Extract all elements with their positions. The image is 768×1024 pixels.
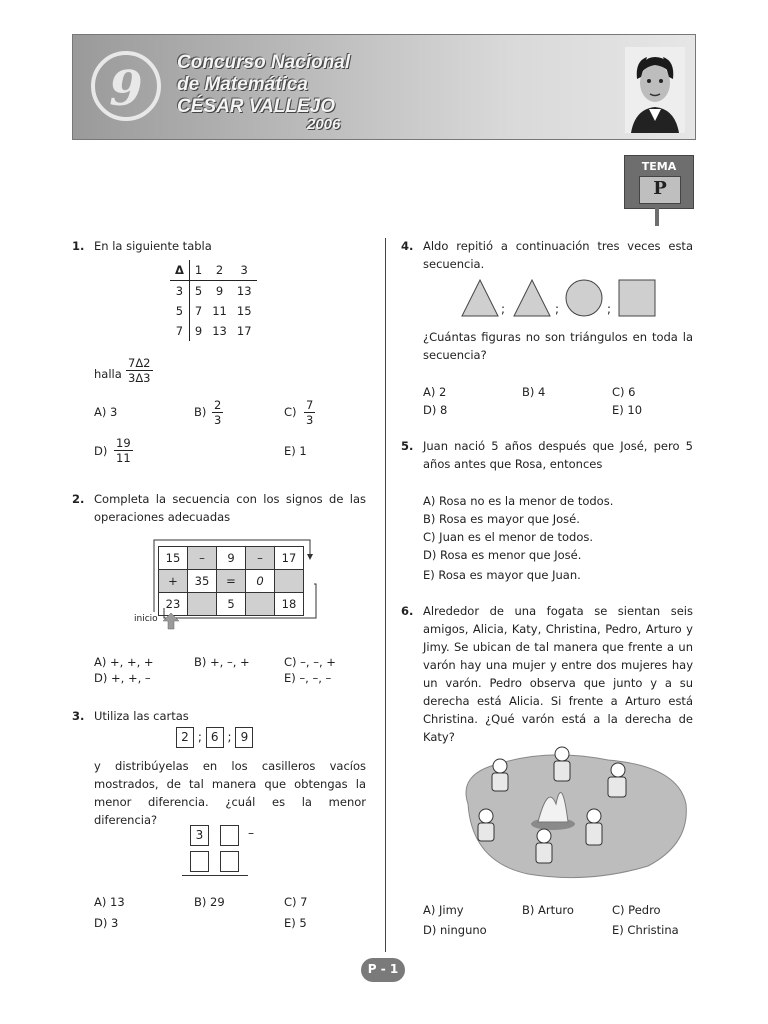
header-year: 2006: [307, 116, 341, 133]
seq-cell: [275, 570, 304, 593]
q1-operation-table: [170, 260, 257, 341]
q1-option-b[interactable]: B): [194, 405, 207, 419]
q5-option-b[interactable]: B) Rosa es mayor que José.: [423, 512, 580, 526]
q1-option-d[interactable]: D): [94, 444, 108, 458]
contest-logo: [91, 51, 161, 121]
q4-option-b[interactable]: B) 4: [522, 385, 546, 399]
q1-text: En la siguiente tabla: [94, 239, 212, 253]
q3-option-c[interactable]: C) 7: [284, 895, 308, 909]
square-shape: [618, 279, 656, 317]
header-banner: [72, 34, 696, 140]
page-number-badge: [361, 958, 405, 982]
q1-fraction: [126, 356, 153, 385]
q5-option-d[interactable]: D) Rosa es menor que José.: [423, 548, 582, 562]
table-cell: 11: [212, 304, 227, 318]
triangle-shape: [512, 278, 552, 318]
card: 9: [235, 727, 253, 748]
table-row-header: 3: [170, 281, 189, 302]
shape-separator: ;: [607, 302, 612, 316]
tema-label: TEMA: [641, 160, 677, 173]
table-cell: 13: [236, 284, 252, 298]
q1-option-e[interactable]: E) 1: [284, 444, 307, 458]
table-header-cell: 1: [189, 260, 207, 281]
triangle-shape: [460, 278, 500, 318]
campfire-illustration: [458, 744, 690, 884]
q1-frac-num: 7Δ2: [128, 356, 151, 370]
seq-cell: 23: [159, 593, 188, 616]
seq-cell: 18: [275, 593, 304, 616]
q1-option-c[interactable]: C): [284, 405, 297, 419]
q4-question: ¿Cuántas figuras no son triángulos en toda la secuencia?: [423, 330, 693, 362]
q1-option-c-frac: [304, 398, 315, 427]
frac-den: 3: [214, 413, 222, 427]
q5-option-c[interactable]: C) Juan es el menor de todos.: [423, 530, 594, 544]
q2-option-d[interactable]: D) +, +, –: [94, 671, 151, 685]
q1-option-d-frac: [114, 436, 133, 465]
shape-separator: ;: [555, 302, 560, 316]
q3-cards: [176, 727, 253, 748]
q4-option-a[interactable]: A) 2: [423, 385, 447, 399]
tema-badge: [624, 155, 694, 209]
q1-option-a[interactable]: A) 3: [94, 405, 118, 419]
minus-sign: –: [248, 826, 254, 840]
seq-cell: –: [188, 547, 217, 570]
seq-cell: 9: [217, 547, 246, 570]
q6-option-e[interactable]: E) Christina: [612, 923, 679, 937]
table-row-header: 7: [170, 321, 189, 341]
q6-number: 6.: [401, 604, 414, 618]
card: 2: [176, 727, 194, 748]
empty-box[interactable]: [220, 851, 239, 872]
q3-option-b[interactable]: B) 29: [194, 895, 225, 909]
q4-option-e[interactable]: E) 10: [612, 403, 643, 417]
q1-frac-den: 3Δ3: [128, 371, 151, 385]
seq-cell: [188, 593, 217, 616]
tema-letter: P: [653, 178, 667, 199]
table-header-cell: 2: [207, 260, 232, 281]
q4-shape-sequence: [460, 278, 660, 322]
empty-box[interactable]: [190, 851, 209, 872]
q2-text: Completa la secuencia con los signos de las operaciones adecuadas: [94, 492, 366, 524]
seq-cell: 15: [159, 547, 188, 570]
q3-option-d[interactable]: D) 3: [94, 916, 119, 930]
q6-option-a[interactable]: A) Jimy: [423, 903, 464, 917]
q5-text: Juan nació 5 años después que José, pero 5 años antes que Rosa, entonces: [423, 439, 693, 471]
seq-cell: [246, 593, 275, 616]
header-title-line3: CÉSAR VALLEJO: [177, 96, 336, 117]
q4-text: Aldo repitió a continuación tres veces esta secuencia.: [423, 239, 693, 271]
card: 6: [206, 727, 224, 748]
portrait-image: [625, 47, 685, 133]
frac-den: 11: [116, 451, 131, 465]
up-arrow-icon: [162, 612, 180, 630]
empty-box[interactable]: [220, 825, 239, 846]
q2-sequence-diagram: [150, 536, 320, 622]
table-cell: 17: [236, 324, 252, 338]
seq-cell: =: [217, 570, 246, 593]
table-cell: 13: [212, 324, 227, 338]
q6-option-b[interactable]: B) Arturo: [522, 903, 574, 917]
card-separator: ;: [197, 730, 202, 744]
q3-option-e[interactable]: E) 5: [284, 916, 307, 930]
q5-option-a[interactable]: A) Rosa no es la menor de todos.: [423, 494, 614, 508]
seq-cell: 17: [275, 547, 304, 570]
q2-number: 2.: [72, 492, 85, 506]
q5-number: 5.: [401, 439, 414, 453]
frac-num: 7: [306, 398, 314, 412]
seq-cell: +: [159, 570, 188, 593]
result-line: [182, 875, 248, 876]
seq-cell: 5: [217, 593, 246, 616]
frac-num: 19: [116, 436, 131, 450]
q4-option-d[interactable]: D) 8: [423, 403, 448, 417]
table-row-header: 5: [170, 301, 189, 321]
digit-box: 3: [190, 825, 209, 846]
q2-option-a[interactable]: A) +, +, +: [94, 655, 154, 669]
table-corner: Δ: [170, 260, 189, 281]
q4-option-c[interactable]: C) 6: [612, 385, 636, 399]
q3-body: y distribúyelas en los casilleros vacíos mostrados, de tal manera que obtengas la menor diferencia. ¿cuál es la menor diferencia?: [94, 759, 366, 827]
seq-cell: 35: [188, 570, 217, 593]
q1-halla: halla: [94, 367, 122, 381]
tema-badge-stem: [655, 208, 659, 226]
tema-letter-box: [639, 176, 681, 204]
frac-den: 3: [306, 413, 314, 427]
q6-text: Alrededor de una fogata se sientan seis amigos, Alicia, Katy, Christina, Pedro, Arturo y Jimy. Se ubican de tal manera que frente a un varón hay una mujer y entre dos mujeres hay un varón. Pedro observa que junto y a su derecha está Alicia. Si frente a Arturo está Christina. ¿Qué varón está a la derecha de Katy?: [423, 604, 693, 744]
q5-option-e[interactable]: E) Rosa es mayor que Juan.: [423, 568, 581, 582]
q2-inicio-label: inicio: [134, 614, 158, 624]
q3-text: Utiliza las cartas: [94, 709, 189, 723]
q3-option-a[interactable]: A) 13: [94, 895, 125, 909]
card-separator: ;: [227, 730, 232, 744]
table-cell: 15: [236, 304, 252, 318]
table-header-cell: 3: [232, 260, 257, 281]
q6-option-c[interactable]: C) Pedro: [612, 903, 661, 917]
q4-number: 4.: [401, 239, 414, 253]
q2-option-b[interactable]: B) +, –, +: [194, 655, 250, 669]
table-cell: 9: [194, 324, 203, 338]
header-title-line1: Concurso Nacional: [177, 52, 351, 73]
q1-option-b-frac: [212, 398, 223, 427]
table-cell: 7: [194, 304, 203, 318]
q3-number: 3.: [72, 709, 85, 723]
circle-shape: [564, 278, 604, 318]
header-title-line2: de Matemática: [177, 74, 308, 95]
logo-glyph: 9: [109, 61, 143, 117]
q1-number: 1.: [72, 239, 85, 253]
q2-option-e[interactable]: E) –, –, –: [284, 671, 332, 685]
frac-num: 2: [214, 398, 222, 412]
table-cell: 9: [215, 284, 224, 298]
q6-option-d[interactable]: D) ninguno: [423, 923, 487, 937]
table-cell: 5: [194, 284, 203, 298]
seq-cell: 0: [246, 570, 275, 593]
seq-cell: –: [246, 547, 275, 570]
q3-subtraction-boxes: [182, 823, 272, 879]
q2-option-c[interactable]: C) –, –, +: [284, 655, 336, 669]
column-divider: [385, 238, 386, 952]
shape-separator: ;: [501, 302, 506, 316]
page-number: P - 1: [367, 962, 399, 976]
